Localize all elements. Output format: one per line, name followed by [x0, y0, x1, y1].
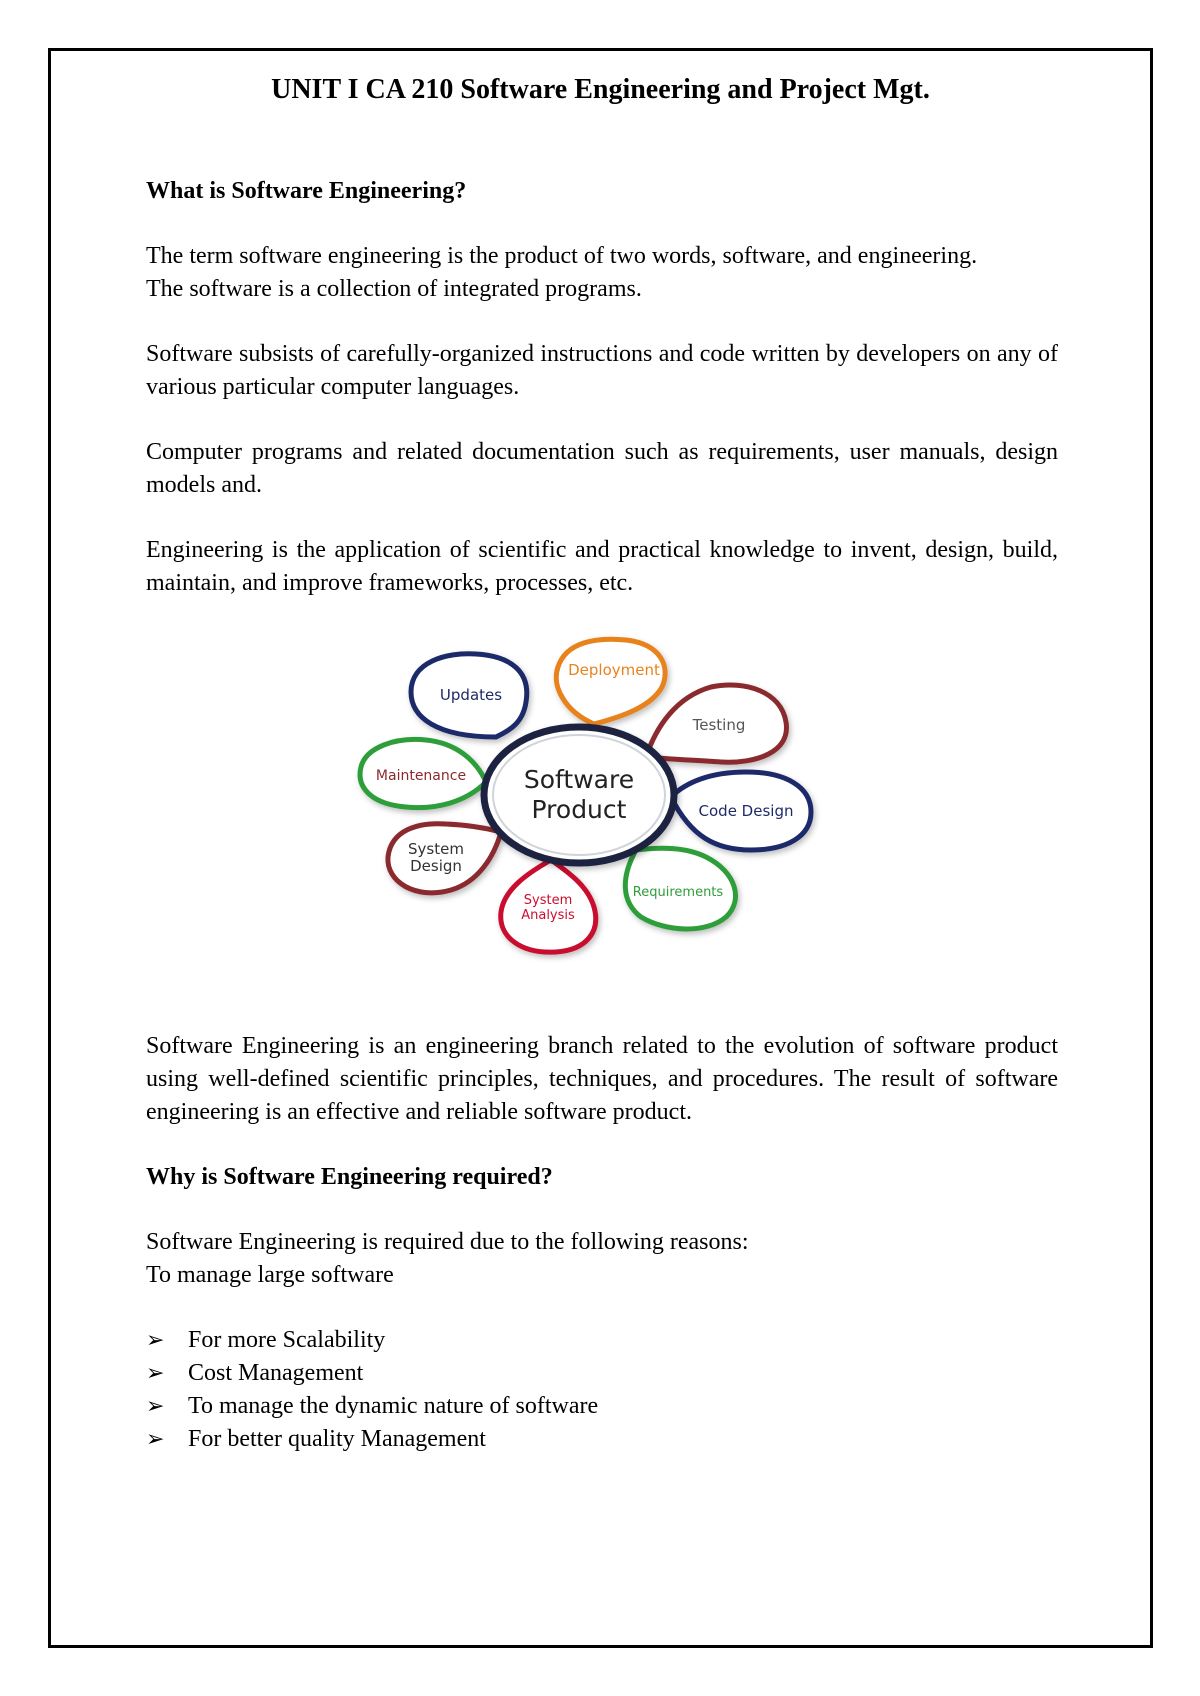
software-product-diagram: [146, 632, 1058, 992]
deployment-petal: [556, 639, 665, 724]
diagram-svg: [326, 632, 826, 972]
code-design-petal: [671, 772, 811, 850]
system-analysis-label-1: System: [523, 893, 573, 908]
document-body: [146, 175, 1058, 1456]
deployment-petal-shape: [556, 639, 665, 724]
arrow-bullet-icon: ➢: [146, 1328, 165, 1353]
paragraph-documentation: Computer programs and related documentation such as requirements, user manuals, design models and.: [146, 439, 1058, 498]
reasons-list: [146, 1324, 1058, 1456]
center-label-2: Product: [531, 795, 627, 824]
deployment-label: Deployment: [568, 661, 660, 679]
list-item: ➢ Cost Management: [146, 1357, 1058, 1390]
requirements-petal: [625, 848, 735, 929]
paragraph-reasons-intro: Software Engineering is required due to the following reasons:: [146, 1229, 749, 1255]
updates-petal: [411, 654, 527, 737]
paragraph-engineering: Engineering is the application of scientific and practical knowledge to invent, design, build, maintain, and improve frameworks, processes, etc.: [146, 537, 1058, 596]
paragraph-manage-large: To manage large software: [146, 1262, 394, 1288]
list-item: ➢ To manage the dynamic nature of software: [146, 1390, 1058, 1423]
list-item: ➢ For more Scalability: [146, 1324, 1058, 1357]
maintenance-label: Maintenance: [375, 768, 467, 784]
paragraph-term: The term software engineering is the product of two words, software, and engineering.: [146, 243, 978, 269]
paragraph-subsists: Software subsists of carefully-organized instructions and code written by developers on any of various particular computer languages.: [146, 341, 1058, 400]
testing-petal: [646, 685, 786, 762]
system-design-label-2: Design: [410, 857, 462, 875]
updates-label: Updates: [439, 686, 503, 704]
section-heading-why: Why is Software Engineering required?: [146, 1164, 553, 1190]
page-title: UNIT I CA 210 Software Engineering and Project Mgt.: [271, 74, 930, 105]
arrow-bullet-icon: ➢: [146, 1394, 165, 1419]
requirements-label: Requirements: [632, 885, 724, 900]
maintenance-petal: [360, 739, 486, 807]
list-item: ➢ For better quality Management: [146, 1423, 1058, 1456]
software-product-center: [484, 727, 674, 863]
arrow-bullet-icon: ➢: [146, 1361, 165, 1386]
system-analysis-petal: [501, 860, 596, 952]
center-label-1: Software: [523, 765, 635, 794]
system-design-label-1: System: [408, 840, 464, 858]
paragraph-branch: Software Engineering is an engineering branch related to the evolution of software product using well-defined scientific principles, techniques, and procedures. The result of software engineering is an effective and reliable software product.: [146, 1033, 1058, 1125]
system-analysis-label-2: Analysis: [521, 908, 575, 923]
section-heading-what: What is Software Engineering?: [146, 178, 467, 204]
system-design-petal: [388, 824, 501, 893]
paragraph-collection: The software is a collection of integrated programs.: [146, 276, 642, 302]
arrow-bullet-icon: ➢: [146, 1427, 165, 1452]
testing-label: Testing: [692, 716, 746, 734]
code-design-label: Code Design: [698, 802, 794, 820]
